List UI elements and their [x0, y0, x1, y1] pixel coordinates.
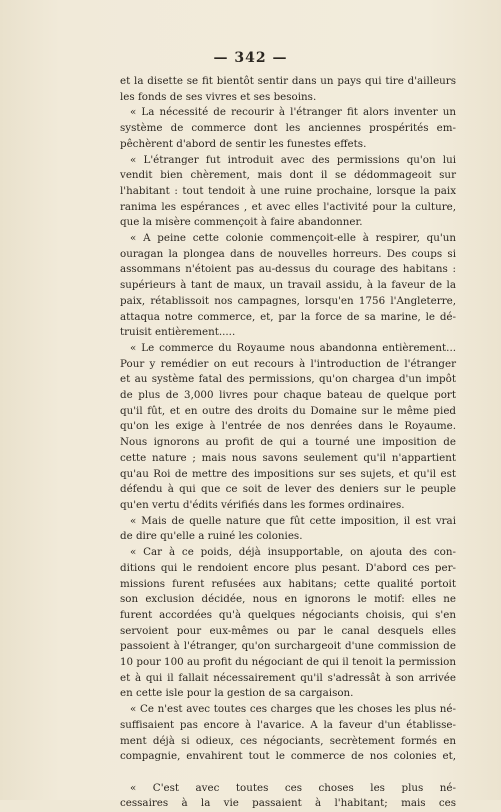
text-line: « L'étranger fut introduit avec des permissions qu'on lui [130, 153, 456, 166]
page-number: — 342 — [213, 50, 288, 66]
text-line: et la disette se fit bientôt sentir dans un pays qui tire d'ailleurs [120, 75, 456, 87]
text-line: passoient à l'étranger, qu'on surchargeoit d'une commission de [120, 640, 456, 653]
text-line: de plus de 3,000 livres pour chaque bateau de quelque port [120, 389, 456, 402]
text-line: truisit entièrement..... [120, 326, 236, 339]
text-line: ranima les espérances , et avec elles l'activité pour la culture, [120, 200, 456, 213]
text-line: « La nécessité de recourir à l'étranger fit alors inventer un [130, 106, 456, 119]
blank-line [120, 765, 456, 781]
text-line: Nous ignorons au profit de qui a tourné une imposition de [120, 436, 456, 449]
text-line: « Mais de quelle nature que fût cette imposition, il est vrai [130, 514, 456, 527]
text-line: et à qui il fallait nécessairement qu'il s'adressât à son arrivée [120, 671, 456, 684]
text-line: 10 pour 100 au profit du négociant de qui il tenoit la permission [120, 656, 456, 669]
text-line: « Car à ce poids, déjà insupportable, on ajouta des con- [130, 546, 456, 559]
text-line: missions furent refusées aux habitans; cette qualité portoit [120, 577, 456, 590]
text-line: cette nature ; mais nous savons seulement qu'il n'appartient [120, 451, 456, 464]
text-line: l'habitant : tout tendoit à une ruine prochaine, lorsque la paix [120, 184, 456, 197]
text-line: paix, rétablissoit nos campagnes, lorsqu'en 1756 l'Angleterre, [120, 294, 456, 307]
text-line: ouragan la plongea dans de nouvelles horreurs. Des coups si [120, 247, 456, 260]
text-line: en cette isle pour la gestion de sa cargaison. [120, 687, 354, 700]
text-line: compagnie, envahirent tout le commerce de nos colonies et, [120, 750, 456, 763]
text-line: et au système fatal des permissions, qu'on chargea d'un impôt [120, 373, 456, 386]
text-line: qu'au Roi de mettre des impositions sur ses sujets, et qu'il est [120, 467, 456, 480]
text-line: suffisaient pas encore à l'avarice. A la faveur d'un établisse- [120, 718, 456, 731]
text-line: « Le commerce du Royaume nous abandonna entièrement... [130, 341, 456, 354]
text-line: système de commerce dont les anciennes prospérités em- [120, 122, 456, 135]
text-line: furent accordées qu'à quelques négociants choisis, qui s'en [120, 608, 456, 621]
text-line: « Ce n'est avec toutes ces charges que les choses les plus né- [130, 703, 456, 716]
text-line: ment déjà si odieux, ces négociants, secrètement formés en [120, 734, 456, 747]
text-line: supérieurs à tant de maux, un travail assidu, à la faveur de la [120, 279, 456, 292]
text-line: que la misère commençoit à faire abandonner. [120, 216, 363, 229]
body-text [120, 74, 456, 812]
text-line: cessaires à la vie passaient à l'habitant; mais ces [120, 797, 456, 810]
text-line: son exclusion décidée, nous en ignorons le motif: elles ne [120, 593, 456, 606]
text-line: attaqua notre commerce, et, par la force de sa marine, le dé- [120, 310, 456, 323]
text-line: qu'on les exige à l'entrée de nos denrées dans le Royaume. [120, 420, 456, 433]
text-line: servoient pour eux-mêmes ou par le canal desquels elles [120, 624, 456, 637]
text-line: assommans n'étoient pas au-dessus du courage des habitans : [120, 263, 456, 276]
text-line: les fonds de ses vivres et ses besoins. [120, 90, 317, 103]
text-line: Pour y remédier on eut recours à l'introduction de l'étranger [120, 357, 456, 370]
text-line: « A peine cette colonie commençoit-elle à respirer, qu'un [130, 232, 456, 245]
text-line: vendit bien chèrement, mais dont il se dédommageoit sur [120, 169, 456, 182]
text-line: ditions qui le rendoient encore plus pesant. D'abord ces per- [120, 561, 456, 574]
text-line: défendu à qui que ce soit de lever des deniers sur le peuple [120, 483, 456, 496]
text-line: pêchèrent d'abord de sentir les funestes effets. [120, 137, 367, 150]
text-line: qu'il fût, et en outre des droits du Domaine sur le même pied [120, 404, 456, 417]
text-line: « C'est avec toutes ces choses les plus né- [130, 781, 456, 794]
text-line: de dire qu'elle a ruiné les colonies. [120, 530, 303, 543]
text-line: qu'en vertu d'édits vérifiés dans les formes ordinaires. [120, 498, 405, 511]
